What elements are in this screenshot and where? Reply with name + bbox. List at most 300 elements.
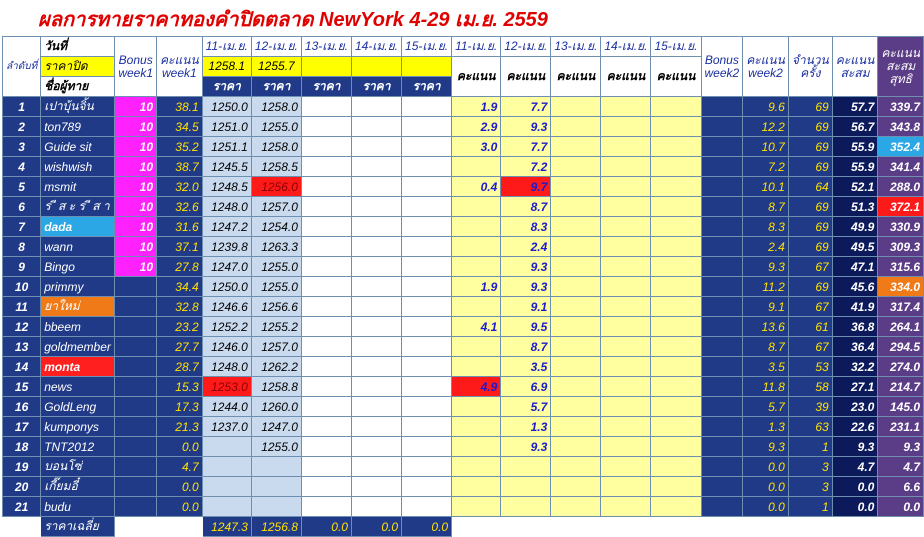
price-cell-day3 <box>301 337 351 357</box>
score-week1-cell: 32.0 <box>157 177 203 197</box>
price-cell-day1: 1247.0 <box>202 257 251 277</box>
score-week1-cell: 0.0 <box>157 497 203 517</box>
rank-cell: 6 <box>3 197 41 217</box>
price-cell-day5 <box>402 497 452 517</box>
accum-score-cell: 57.7 <box>832 97 878 117</box>
table-row <box>3 337 924 357</box>
price-cell-day4 <box>351 397 401 417</box>
price-cell-day3 <box>301 477 351 497</box>
score-cell-day3 <box>551 337 601 357</box>
score-week2-header: คะแนน week2 <box>743 37 789 97</box>
score-week2-cell: 8.7 <box>743 337 789 357</box>
score-cell-day1 <box>452 417 501 437</box>
price-cell-day4 <box>351 317 401 337</box>
bonus-week2-cell <box>701 377 743 397</box>
score-label-2: คะแนน <box>501 57 551 97</box>
accum-score-cell: 27.1 <box>832 377 878 397</box>
score-week2-cell: 9.1 <box>743 297 789 317</box>
price-cell-day2: 1257.0 <box>251 197 301 217</box>
score-cell-day1: 1.9 <box>452 277 501 297</box>
accum-score-cell: 9.3 <box>832 437 878 457</box>
final-header: คะแนนสะสมสุทธิ <box>878 37 924 97</box>
count-cell: 61 <box>788 317 832 337</box>
price-cell-day1: 1246.6 <box>202 297 251 317</box>
score-cell-day4 <box>601 417 651 437</box>
price-cell-day5 <box>402 297 452 317</box>
blank-cell <box>551 517 601 537</box>
blank-cell <box>651 517 701 537</box>
rank-cell: 3 <box>3 137 41 157</box>
score-week1-cell: 17.3 <box>157 397 203 417</box>
bonus-week1-cell: 10 <box>115 97 157 117</box>
score-cell-day2: 3.5 <box>501 357 551 377</box>
price-cell-day1 <box>202 477 251 497</box>
score-week2-cell: 5.7 <box>743 397 789 417</box>
average-label: ราคาเฉลี่ย <box>41 517 115 537</box>
price-cell-day3 <box>301 397 351 417</box>
score-week2-cell: 9.3 <box>743 257 789 277</box>
price-cell-day4 <box>351 457 401 477</box>
count-cell: 69 <box>788 117 832 137</box>
accum-score-cell: 49.5 <box>832 237 878 257</box>
accum-score-cell: 22.6 <box>832 417 878 437</box>
score-cell-day3 <box>551 97 601 117</box>
price-cell-day3 <box>301 457 351 477</box>
player-name-cell: ร ี ส ะ ร ี ส า <box>41 197 115 217</box>
score-cell-day4 <box>601 137 651 157</box>
price-cell-day5 <box>402 217 452 237</box>
player-name-cell: news <box>41 377 115 397</box>
price-cell-day4 <box>351 157 401 177</box>
player-name-cell: budu <box>41 497 115 517</box>
price-cell-day2: 1258.0 <box>251 137 301 157</box>
table-row <box>3 477 924 497</box>
score-cell-day5 <box>651 457 701 477</box>
price-cell-day5 <box>402 337 452 357</box>
score-cell-day2 <box>501 477 551 497</box>
accum-score-cell: 36.4 <box>832 337 878 357</box>
price-cell-day1: 1251.1 <box>202 137 251 157</box>
rank-header: ลำดับที่ <box>3 37 41 97</box>
score-week1-cell: 34.5 <box>157 117 203 137</box>
score-week2-cell: 2.4 <box>743 237 789 257</box>
table-row <box>3 497 924 517</box>
price-cell-day4 <box>351 477 401 497</box>
score-cell-day3 <box>551 257 601 277</box>
price-cell-day3 <box>301 417 351 437</box>
player-name-cell: ยาใหม่ <box>41 297 115 317</box>
price-cell-day5 <box>402 197 452 217</box>
date-header-7: 12-เม.ย. <box>501 37 551 57</box>
rank-cell: 16 <box>3 397 41 417</box>
price-cell-day4 <box>351 377 401 397</box>
average-price-day5: 0.0 <box>402 517 452 537</box>
table-row <box>3 437 924 457</box>
price-cell-day2: 1255.0 <box>251 437 301 457</box>
final-score-cell: 334.0 <box>878 277 924 297</box>
player-name-cell: ton789 <box>41 117 115 137</box>
accum-score-cell: 4.7 <box>832 457 878 477</box>
final-score-cell: 231.1 <box>878 417 924 437</box>
score-cell-day3 <box>551 437 601 457</box>
bonus-week1-cell: 10 <box>115 137 157 157</box>
price-cell-day5 <box>402 157 452 177</box>
count-cell: 67 <box>788 297 832 317</box>
player-name-cell: wishwish <box>41 157 115 177</box>
score-cell-day1 <box>452 337 501 357</box>
date-header-4: 14-เม.ย. <box>351 37 401 57</box>
accum-score-cell: 36.8 <box>832 317 878 337</box>
blank-cell <box>601 517 651 537</box>
score-cell-day4 <box>601 217 651 237</box>
rank-cell: 11 <box>3 297 41 317</box>
score-cell-day2 <box>501 457 551 477</box>
average-row <box>3 517 924 537</box>
final-score-cell: 4.7 <box>878 457 924 477</box>
price-cell-day4 <box>351 277 401 297</box>
bonus-week2-cell <box>701 457 743 477</box>
bonus-week2-cell <box>701 197 743 217</box>
count-cell: 39 <box>788 397 832 417</box>
final-score-cell: 339.7 <box>878 97 924 117</box>
bonus-week1-cell <box>115 337 157 357</box>
price-cell-day4 <box>351 297 401 317</box>
score-cell-day3 <box>551 297 601 317</box>
score-cell-day5 <box>651 397 701 417</box>
score-cell-day3 <box>551 237 601 257</box>
score-week2-cell: 1.3 <box>743 417 789 437</box>
price-cell-day4 <box>351 437 401 457</box>
score-cell-day2: 8.7 <box>501 197 551 217</box>
final-score-cell: 9.3 <box>878 437 924 457</box>
page-title: ผลการทายราคาทองคำปิดตลาด NewYork 4-29 เม.ย. 2559 <box>38 9 548 31</box>
score-cell-day3 <box>551 397 601 417</box>
price-cell-day3 <box>301 277 351 297</box>
price-cell-day4 <box>351 337 401 357</box>
price-cell-day2: 1256.6 <box>251 297 301 317</box>
final-score-cell: 288.0 <box>878 177 924 197</box>
bonus-week1-cell <box>115 297 157 317</box>
rank-cell: 5 <box>3 177 41 197</box>
score-cell-day4 <box>601 237 651 257</box>
date-label: วันที่ <box>41 37 115 57</box>
bonus-week1-cell <box>115 277 157 297</box>
score-cell-day4 <box>601 157 651 177</box>
price-cell-day2: 1255.0 <box>251 277 301 297</box>
final-score-cell: 274.0 <box>878 357 924 377</box>
bonus-week2-cell <box>701 497 743 517</box>
score-cell-day1: 0.4 <box>452 177 501 197</box>
table-row <box>3 177 924 197</box>
rank-cell: 10 <box>3 277 41 297</box>
close-price-4 <box>351 57 401 77</box>
accum-score-cell: 0.0 <box>832 477 878 497</box>
price-label-4: ราคา <box>351 77 401 97</box>
accum-score-cell: 32.2 <box>832 357 878 377</box>
score-cell-day1 <box>452 217 501 237</box>
price-cell-day2: 1256.0 <box>251 177 301 197</box>
score-cell-day4 <box>601 437 651 457</box>
bonus-week1-cell <box>115 457 157 477</box>
price-label-5: ราคา <box>402 77 452 97</box>
score-cell-day4 <box>601 457 651 477</box>
score-week2-cell: 12.2 <box>743 117 789 137</box>
price-cell-day1: 1253.0 <box>202 377 251 397</box>
score-week2-cell: 0.0 <box>743 497 789 517</box>
bonus-week2-cell <box>701 317 743 337</box>
bonus-week1-cell: 10 <box>115 257 157 277</box>
price-cell-day2: 1255.0 <box>251 257 301 277</box>
price-cell-day1: 1248.5 <box>202 177 251 197</box>
score-week2-cell: 0.0 <box>743 477 789 497</box>
count-cell: 1 <box>788 497 832 517</box>
player-name-cell: kumponys <box>41 417 115 437</box>
price-cell-day3 <box>301 157 351 177</box>
final-score-cell: 315.6 <box>878 257 924 277</box>
price-label-1: ราคา <box>202 77 251 97</box>
final-score-cell: 330.9 <box>878 217 924 237</box>
score-cell-day3 <box>551 377 601 397</box>
price-cell-day5 <box>402 477 452 497</box>
bonus-week2-cell <box>701 297 743 317</box>
price-cell-day2 <box>251 457 301 477</box>
price-cell-day5 <box>402 117 452 137</box>
score-cell-day5 <box>651 277 701 297</box>
score-cell-day4 <box>601 97 651 117</box>
table-row <box>3 217 924 237</box>
price-cell-day2 <box>251 477 301 497</box>
bonus-week2-cell <box>701 137 743 157</box>
price-cell-day2: 1247.0 <box>251 417 301 437</box>
score-week1-cell: 37.1 <box>157 237 203 257</box>
score-cell-day5 <box>651 377 701 397</box>
score-cell-day4 <box>601 117 651 137</box>
rank-cell: 9 <box>3 257 41 277</box>
score-cell-day2: 9.3 <box>501 277 551 297</box>
score-cell-day2: 9.3 <box>501 437 551 457</box>
count-cell: 63 <box>788 417 832 437</box>
score-cell-day2: 6.9 <box>501 377 551 397</box>
final-score-cell: 352.4 <box>878 137 924 157</box>
final-score-cell: 294.5 <box>878 337 924 357</box>
price-cell-day4 <box>351 197 401 217</box>
count-cell: 3 <box>788 457 832 477</box>
accum-score-cell: 41.9 <box>832 297 878 317</box>
bonus-week1-cell <box>115 497 157 517</box>
score-cell-day1 <box>452 157 501 177</box>
price-label-2: ราคา <box>251 77 301 97</box>
price-cell-day1: 1251.0 <box>202 117 251 137</box>
score-cell-day5 <box>651 297 701 317</box>
score-cell-day3 <box>551 357 601 377</box>
count-cell: 69 <box>788 277 832 297</box>
price-cell-day5 <box>402 437 452 457</box>
rank-cell: 15 <box>3 377 41 397</box>
bonus-week2-cell <box>701 437 743 457</box>
average-price-day3: 0.0 <box>301 517 351 537</box>
header-row-1 <box>3 37 924 57</box>
bonus-week2-cell <box>701 397 743 417</box>
price-cell-day2: 1254.0 <box>251 217 301 237</box>
rank-cell: 18 <box>3 437 41 457</box>
rank-cell: 19 <box>3 457 41 477</box>
table-row <box>3 457 924 477</box>
table-row <box>3 197 924 217</box>
accum-score-cell: 0.0 <box>832 497 878 517</box>
table-row <box>3 357 924 377</box>
score-week2-cell: 9.3 <box>743 437 789 457</box>
bonus-week1-cell: 10 <box>115 217 157 237</box>
score-week2-cell: 3.5 <box>743 357 789 377</box>
final-score-cell: 343.8 <box>878 117 924 137</box>
table-row <box>3 417 924 437</box>
score-cell-day4 <box>601 177 651 197</box>
score-week1-cell: 0.0 <box>157 477 203 497</box>
accum-score-cell: 23.0 <box>832 397 878 417</box>
date-header-2: 12-เม.ย. <box>251 37 301 57</box>
close-price-1: 1258.1 <box>202 57 251 77</box>
player-name-cell: wann <box>41 237 115 257</box>
score-cell-day4 <box>601 297 651 317</box>
bonus-week2-cell <box>701 97 743 117</box>
blank-cell <box>878 517 924 537</box>
score-cell-day3 <box>551 157 601 177</box>
price-cell-day1: 1239.8 <box>202 237 251 257</box>
accum-score-cell: 45.6 <box>832 277 878 297</box>
score-cell-day4 <box>601 197 651 217</box>
score-cell-day2: 9.1 <box>501 297 551 317</box>
table-row <box>3 117 924 137</box>
price-cell-day1: 1244.0 <box>202 397 251 417</box>
score-cell-day1 <box>452 457 501 477</box>
price-cell-day4 <box>351 237 401 257</box>
score-cell-day5 <box>651 137 701 157</box>
score-week2-cell: 10.7 <box>743 137 789 157</box>
count-cell: 1 <box>788 437 832 457</box>
score-week1-cell: 34.4 <box>157 277 203 297</box>
score-cell-day1 <box>452 477 501 497</box>
score-label-1: คะแนน <box>452 57 501 97</box>
close-price-5 <box>402 57 452 77</box>
bonus-week2-header: Bonus week2 <box>701 37 743 97</box>
table-row <box>3 277 924 297</box>
player-name-cell: Guide sit <box>41 137 115 157</box>
player-name-cell: monta <box>41 357 115 377</box>
score-week1-cell: 31.6 <box>157 217 203 237</box>
score-cell-day1 <box>452 437 501 457</box>
rank-cell: 2 <box>3 117 41 137</box>
score-cell-day4 <box>601 357 651 377</box>
score-cell-day1 <box>452 197 501 217</box>
score-cell-day3 <box>551 457 601 477</box>
count-cell: 58 <box>788 377 832 397</box>
score-table <box>2 36 924 537</box>
score-label-4: คะแนน <box>601 57 651 97</box>
accum-score-cell: 47.1 <box>832 257 878 277</box>
count-header: จำนวนครั้ง <box>788 37 832 97</box>
price-cell-day5 <box>402 237 452 257</box>
price-cell-day2: 1260.0 <box>251 397 301 417</box>
score-week2-cell: 10.1 <box>743 177 789 197</box>
bonus-week2-cell <box>701 477 743 497</box>
player-name-cell: dada <box>41 217 115 237</box>
table-row <box>3 157 924 177</box>
accum-score-cell: 49.9 <box>832 217 878 237</box>
score-cell-day4 <box>601 317 651 337</box>
accum-score-cell: 56.7 <box>832 117 878 137</box>
price-cell-day2: 1258.8 <box>251 377 301 397</box>
average-price-day1: 1247.3 <box>202 517 251 537</box>
score-week1-cell: 21.3 <box>157 417 203 437</box>
price-cell-day4 <box>351 497 401 517</box>
close-label: ราคาปิด <box>41 57 115 77</box>
bonus-week1-cell <box>115 417 157 437</box>
blank-cell <box>701 517 743 537</box>
price-cell-day5 <box>402 137 452 157</box>
score-cell-day2 <box>501 497 551 517</box>
bonus-week1-cell <box>115 477 157 497</box>
score-cell-day2: 8.7 <box>501 337 551 357</box>
accum-score-cell: 52.1 <box>832 177 878 197</box>
count-cell: 53 <box>788 357 832 377</box>
price-cell-day5 <box>402 97 452 117</box>
price-cell-day2 <box>251 497 301 517</box>
blank-cell <box>115 517 157 537</box>
score-cell-day3 <box>551 317 601 337</box>
price-cell-day2: 1258.5 <box>251 157 301 177</box>
price-cell-day3 <box>301 357 351 377</box>
price-cell-day2: 1255.2 <box>251 317 301 337</box>
score-week2-cell: 11.2 <box>743 277 789 297</box>
bonus-week1-cell: 10 <box>115 117 157 137</box>
price-cell-day5 <box>402 417 452 437</box>
date-header-3: 13-เม.ย. <box>301 37 351 57</box>
score-cell-day1 <box>452 257 501 277</box>
score-cell-day5 <box>651 477 701 497</box>
score-week1-cell: 35.2 <box>157 137 203 157</box>
score-cell-day5 <box>651 317 701 337</box>
price-cell-day3 <box>301 137 351 157</box>
score-cell-day1 <box>452 357 501 377</box>
score-label-5: คะแนน <box>651 57 701 97</box>
count-cell: 69 <box>788 97 832 117</box>
count-cell: 69 <box>788 237 832 257</box>
score-cell-day3 <box>551 177 601 197</box>
score-cell-day1 <box>452 397 501 417</box>
bonus-week1-cell: 10 <box>115 237 157 257</box>
player-name-cell: TNT2012 <box>41 437 115 457</box>
bonus-week2-cell <box>701 117 743 137</box>
bonus-week2-cell <box>701 337 743 357</box>
date-header-10: 15-เม.ย. <box>651 37 701 57</box>
player-name-cell: goldmember <box>41 337 115 357</box>
count-cell: 69 <box>788 197 832 217</box>
score-cell-day5 <box>651 177 701 197</box>
price-cell-day2: 1257.0 <box>251 337 301 357</box>
score-week1-cell: 27.7 <box>157 337 203 357</box>
price-cell-day4 <box>351 137 401 157</box>
score-cell-day4 <box>601 497 651 517</box>
table-row <box>3 297 924 317</box>
score-cell-day2: 9.3 <box>501 257 551 277</box>
score-cell-day3 <box>551 197 601 217</box>
score-cell-day1: 4.9 <box>452 377 501 397</box>
bonus-week2-cell <box>701 217 743 237</box>
price-cell-day3 <box>301 197 351 217</box>
price-cell-day1: 1250.0 <box>202 277 251 297</box>
score-cell-day5 <box>651 337 701 357</box>
price-cell-day5 <box>402 257 452 277</box>
